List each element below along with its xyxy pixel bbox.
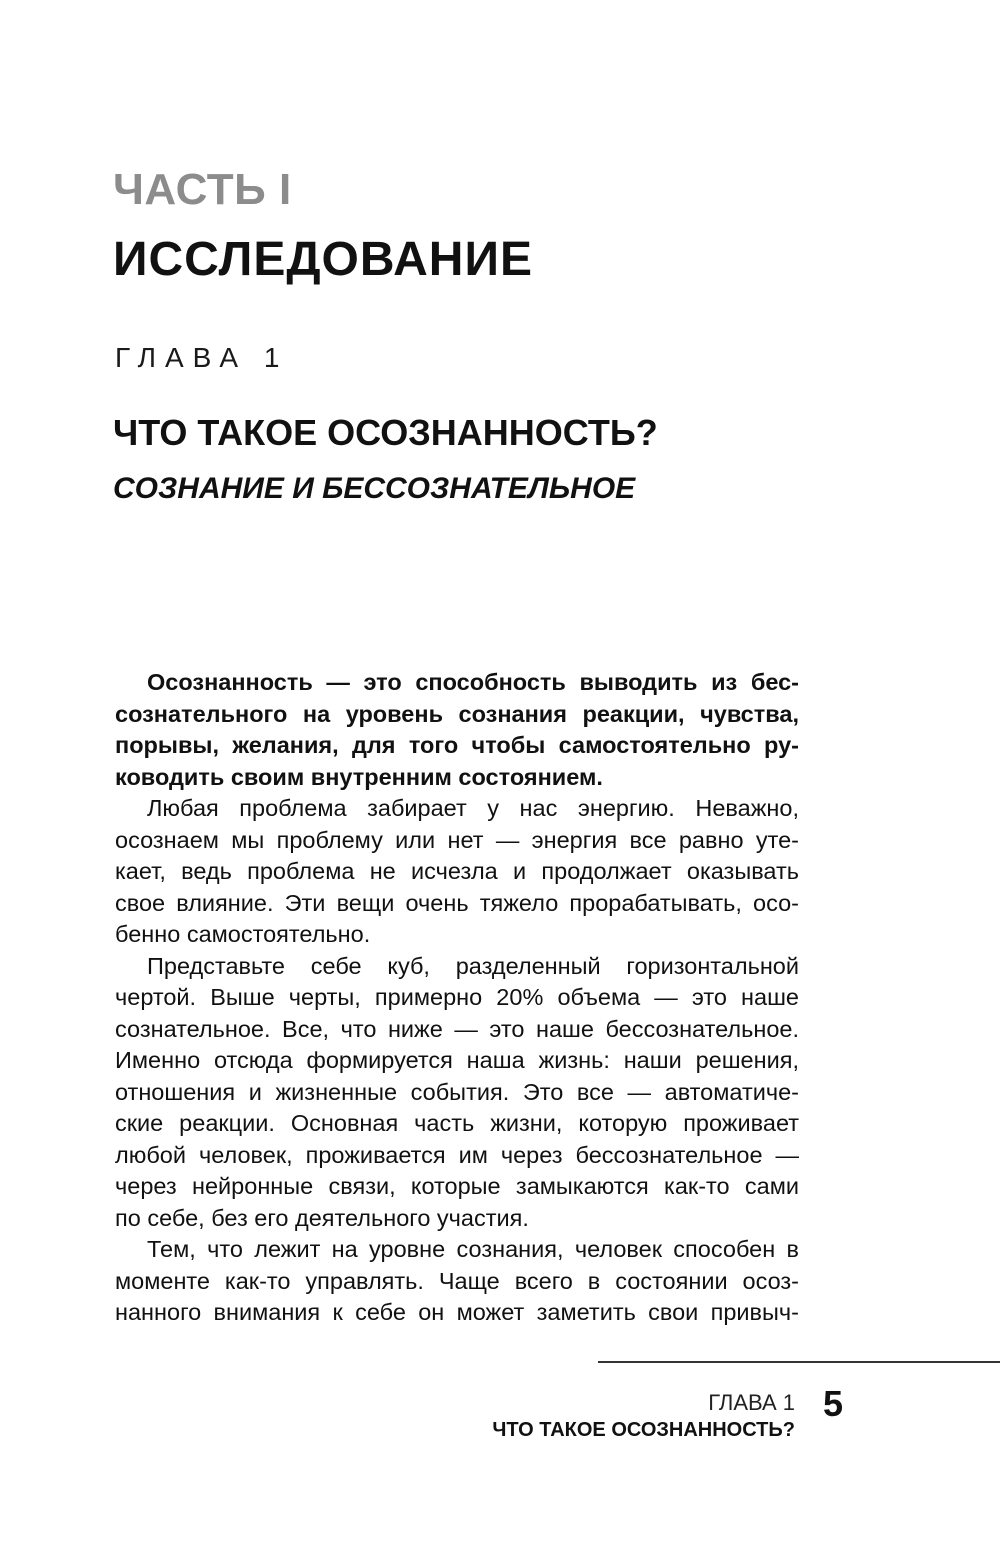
part-label: ЧАСТЬ I <box>113 165 292 214</box>
page-number: 5 <box>823 1383 844 1424</box>
footer-divider <box>598 1361 1000 1363</box>
paragraph-3 <box>115 951 799 1235</box>
text-line: сознательное. Все, что ниже — это наше бессознательное. <box>115 1015 799 1042</box>
running-footer-title: ЧТО ТАКОЕ ОСОЗНАННОСТЬ? <box>492 1419 795 1441</box>
paragraph-4 <box>115 1234 799 1329</box>
text-line: чертой. Выше черты, примерно 20% объема — это наше <box>115 984 799 1010</box>
text-line: нанного внимания к себе он может заметить свои привыч- <box>115 1299 799 1325</box>
text-line: сознательного на уровень сознания реакции, чувства, <box>115 700 799 727</box>
paragraph-1 <box>115 667 799 793</box>
text-line: моменте как-то управлять. Чаще всего в состоянии осоз- <box>115 1267 799 1294</box>
running-footer-chapter: ГЛАВА 1 <box>708 1390 795 1415</box>
text-line: Любая проблема забирает у нас энергию. Неважно, <box>147 795 799 821</box>
body-text <box>115 667 799 1329</box>
chapter-label: ГЛАВА 1 <box>115 342 289 373</box>
text-line: Осознанность — это способность выводить из бес- <box>147 669 799 695</box>
paragraph-2 <box>115 793 799 951</box>
text-line: кает, ведь проблема не исчезла и продолжает оказывать <box>115 858 799 884</box>
part-title: ИССЛЕДОВАНИЕ <box>113 233 533 286</box>
chapter-subtitle: СОЗНАНИЕ И БЕССОЗНАТЕЛЬНОЕ <box>113 472 636 505</box>
text-line: ководить своим внутренним состоянием. <box>115 763 603 790</box>
text-line: бенно самостоятельно. <box>115 921 371 947</box>
text-line: по себе, без его деятельного участия. <box>115 1204 529 1231</box>
text-line: свое влияние. Эти вещи очень тяжело прорабатывать, осо- <box>115 889 799 916</box>
text-line: Именно отсюда формируется наша жизнь: наши решения, <box>115 1047 799 1073</box>
chapter-title: ЧТО ТАКОЕ ОСОЗНАННОСТЬ? <box>113 412 658 453</box>
text-line: через нейронные связи, которые замыкаются как-то сами <box>115 1173 799 1199</box>
text-line: отношения и жизненные события. Это все — автоматиче- <box>115 1078 799 1105</box>
text-line: осознаем мы проблему или нет — энергия все равно уте- <box>115 826 799 853</box>
text-line: порывы, желания, для того чтобы самостоятельно ру- <box>115 732 799 758</box>
text-line: любой человек, проживается им через бессознательное — <box>115 1141 799 1168</box>
text-line: ские реакции. Основная часть жизни, которую проживает <box>115 1110 799 1136</box>
text-line: Тем, что лежит на уровне сознания, человек способен в <box>147 1236 799 1262</box>
text-line: Представьте себе куб, разделенный горизонтальной <box>147 952 799 979</box>
